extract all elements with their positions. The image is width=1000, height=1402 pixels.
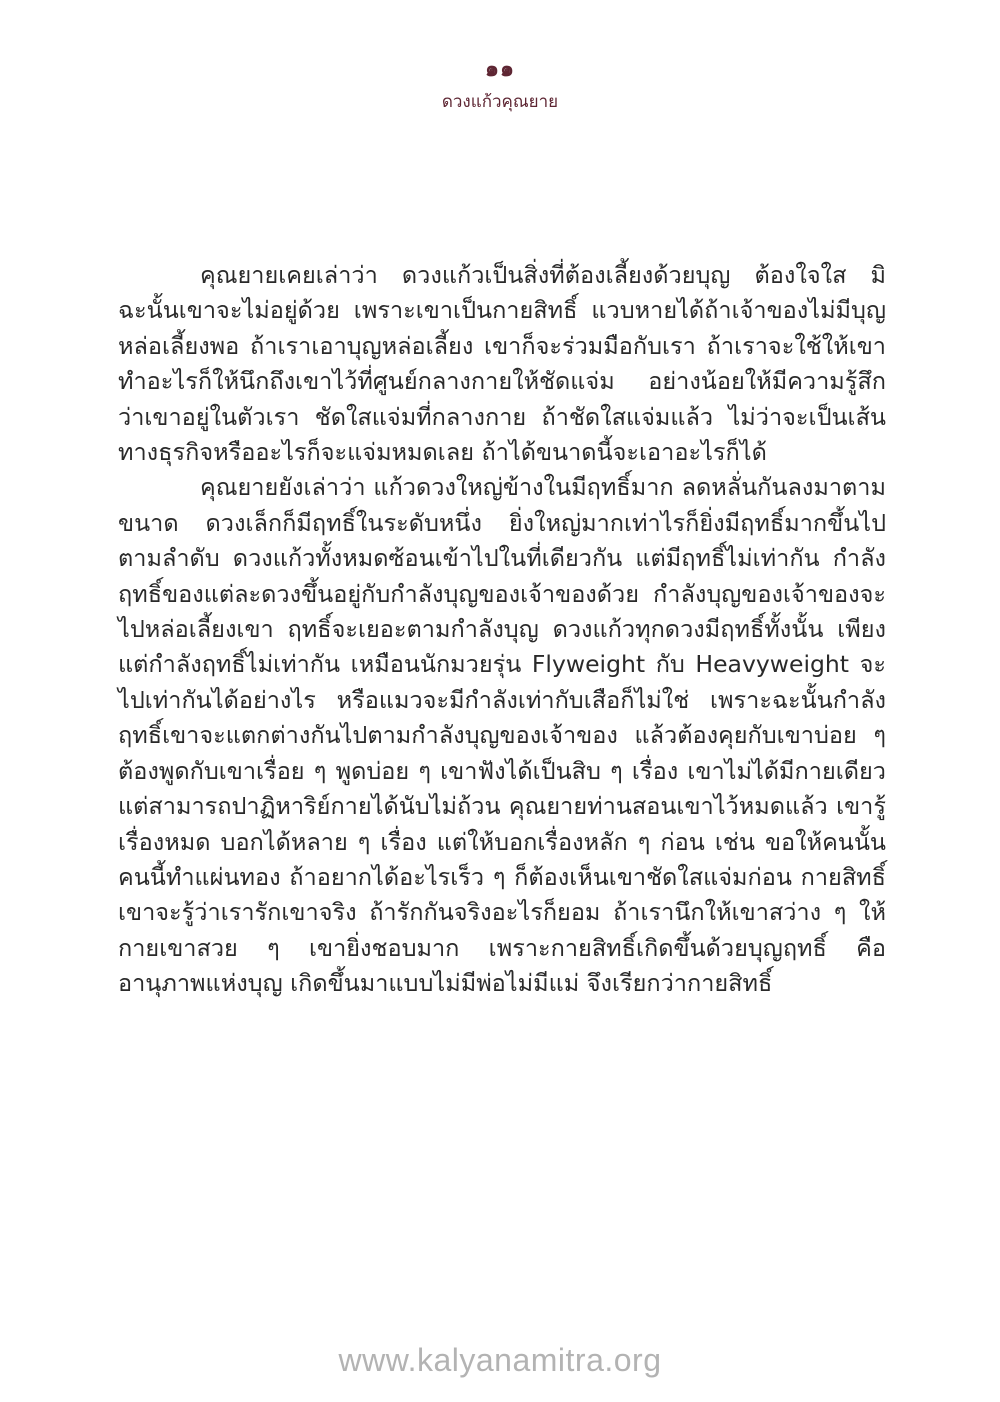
paragraph-2: คุณยายยังเล่าว่า แก้วดวงใหญ่ข้างในมีฤทธิ์มาก ลดหลั่นกันลงมาตามขนาด ดวงเล็กก็มีฤทธิ์ในระดับหนึ่ง ยิ่งใหญ่มากเท่าไรก็ยิ่งมีฤทธิ์มากขึ้นไปตามลำดับ ดวงแก้วทั้งหมดซ้อนเข้าไปในที่เดียวกัน แต่มีฤทธิ์ไม่เท่ากัน กำลังฤทธิ์ของแต่ละดวงขึ้นอยู่กับกำลังบุญของเจ้าของด้วย กำลังบุญของเจ้าของจะไปหล่อเลี้ยงเขา ฤทธิ์จะเยอะตามกำลังบุญ ดวงแก้วทุกดวงมีฤทธิ์ทั้งนั้น เพียงแต่กำลังฤทธิ์ไม่เท่ากัน เหมือนนักมวยรุ่น Flyweight กับ Heavyweight จะไปเท่ากันได้อย่างไร หรือแมวจะมีกำลังเท่ากับเสือก็ไม่ใช่ เพราะฉะนั้นกำลังฤทธิ์เขาจะแตกต่างกันไปตามกำลังบุญของเจ้าของ แล้วต้องคุยกับเขาบ่อย ๆ ต้องพูดกับเขาเรื่อย ๆ พูดบ่อย ๆ เขาฟังได้เป็นสิบ ๆ เรื่อง เขาไม่ได้มีกายเดียว แต่สามารถปาฏิหาริย์กายได้นับไม่ถ้วน คุณยายท่านสอนเขาไว้หมดแล้ว เขารู้เรื่องหมด บอกได้หลาย ๆ เรื่อง แต่ให้บอกเรื่องหลัก ๆ ก่อน เช่น ขอให้คนนั้นคนนี้ทำแผ่นทอง ถ้าอยากได้อะไรเร็ว ๆ ก็ต้องเห็นเขาชัดใสแจ่มก่อน กายสิทธิ์เขาจะรู้ว่าเรารักเขาจริง ถ้ารักกันจริงอะไรก็ยอม ถ้าเรานึกให้เขาสว่าง ๆ ให้กายเขาสวย ๆ เขายิ่งชอบมาก เพราะกายสิทธิ์เกิดขึ้นด้วยบุญฤทธิ์ คือ อานุภาพแห่งบุญ เกิดขึ้นมาแบบไม่มีพ่อไม่มีแม่ จึงเรียกว่ากายสิทธิ์ xyxy=(118,473,886,998)
page-number: ๑๑ xyxy=(485,57,515,82)
footer-url: www.kalyanamitra.org xyxy=(338,1342,662,1378)
paragraph-1: คุณยายเคยเล่าว่า ดวงแก้วเป็นสิ่งที่ต้องเลี้ยงด้วยบุญ ต้องใจใส มิฉะนั้นเขาจะไม่อยู่ด้วย เพราะเขาเป็นกายสิทธิ์ แวบหายได้ถ้าเจ้าของไม่มีบุญหล่อเลี้ยงพอ ถ้าเราเอาบุญหล่อเลี้ยง เขาก็จะร่วมมือกับเรา ถ้าเราจะใช้ให้เขาทำอะไรก็ให้นึกถึงเขาไว้ที่ศูนย์กลางกายให้ชัดแจ่ม อย่างน้อยให้มีความรู้สึกว่าเขาอยู่ในตัวเรา ชัดใสแจ่มที่กลางกาย ถ้าชัดใสแจ่มแล้ว ไม่ว่าจะเป็นเส้นทางธุรกิจหรืออะไรก็จะแจ่มหมดเลย ถ้าได้ขนาดนี้จะเอาอะไรก็ได้ xyxy=(118,261,886,467)
running-title: ดวงแก้วคุณยาย xyxy=(441,92,559,112)
page-header xyxy=(0,55,1000,115)
body-text xyxy=(118,258,886,1002)
